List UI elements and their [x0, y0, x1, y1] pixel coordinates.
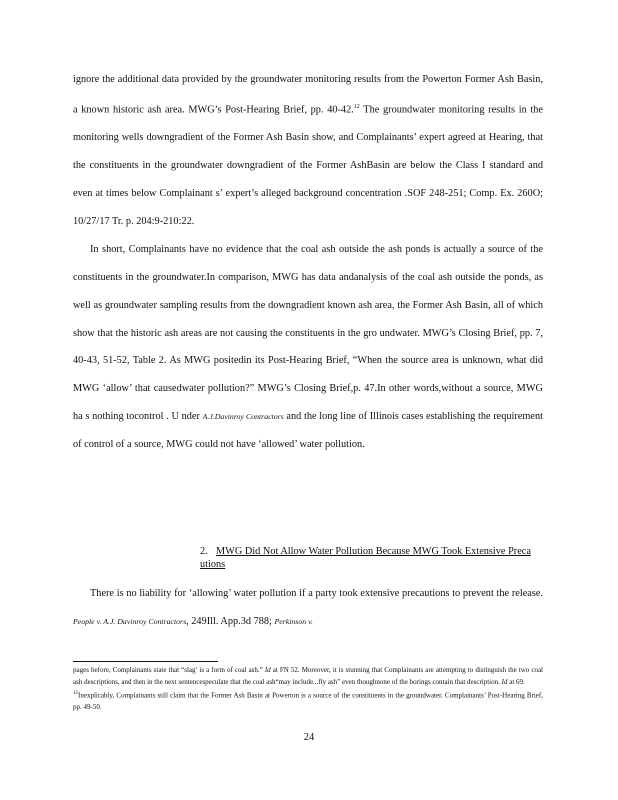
footnote-citation: Id — [264, 666, 271, 674]
paragraph-text: ignore the additional data provided by the groundwater monitoring results from the Powerton Former Ash Basin, a known historic ash area. MWG’s Post-Hearing Brief, pp. 40-42. — [73, 74, 543, 116]
body-text-2 — [73, 580, 543, 636]
footnote-marker: 12 — [353, 103, 360, 110]
section-heading — [200, 545, 543, 571]
footnote-text: pages before, Complainants state that “slag’ is a form of coal ash.” — [73, 666, 265, 674]
footnote-citation: Id — [501, 677, 508, 686]
paragraph-text: In short, Complainants have no evidence that the coal ash outside the ash ponds is actually a source of the constituents in the groundwater.In comparison, MWG has data andanalysis of the coal ash outside the ponds, as well as groundwater sampling results from the downgradient known ash area, the Former Ash Basin, all of which show that the historic ash areas are not causing the constituents in the gro undwater. MWG’s Closing Brief, pp. 7, 40-43, 51-52, Table 2. As MWG positedin its Post-Hearing Brief, “When the source area is unknown, what did MWG ‘allow’ that causedwater pollution?” MWG’s Closing Brief,p. 47.In other words,without a source, MWG ha s nothing tocontrol . U nder — [73, 243, 543, 423]
footnote-text: at FN 52. Moreover, it is stunning that Complainants are attempting to distinguish the two coal ash descriptions, and then in the next sentencespeculate that the coal ash“may include...fly ash” even thoughnone of the borings contain that description. — [73, 666, 543, 686]
case-citation: Perkinson v. — [274, 616, 313, 626]
paragraph-in-short — [73, 236, 543, 459]
page-number: 24 — [303, 732, 315, 743]
paragraph-text: There is no liability for ‘allowing’ water pollution if a party took extensive precautions to prevent the release. — [90, 588, 543, 599]
case-citation: A.J.Davinroy Contractors — [202, 412, 284, 422]
footnotes — [73, 665, 543, 713]
paragraph-text: The groundwater monitoring results in the monitoring wells downgradient of the Former Ash Basin show, and Complainants’ expert agreed at Hearing, that the constituents in the groundwater downgradient of the Former AshBasin are below the Class I standard and even at times below Complainant s’ expert’s alleged background concentration .SOF 248-251; Comp. Ex. 260O; 10/27/17 Tr. p. 204:9-210:22. — [73, 104, 543, 227]
footnote-12 — [73, 688, 543, 713]
paragraph-text: , 249Ill. App.3d 788; — [186, 615, 275, 627]
heading-number: 2. — [200, 546, 208, 557]
footnote-divider — [73, 661, 218, 662]
case-citation: People v. A.J. Davinroy Contractors — [73, 616, 187, 626]
paragraph-continued — [73, 66, 543, 236]
body-text — [73, 66, 543, 459]
footnote-text: at 69. — [507, 677, 525, 686]
footnote-number: 12 — [73, 691, 78, 696]
heading-text: MWG Did Not Allow Water Pollution Because MWG Took Extensive Preca utions — [200, 546, 531, 570]
paragraph-text: and the long line of Illinois cases establishing the requirement of control of a source, MWG could not have ‘allowed’ water pollution. — [73, 411, 543, 451]
paragraph-no-liability — [73, 580, 543, 636]
footnote-text: Inexplicably, Complainants still claim that the Former Ash Basin at Powerton is a source of the constituents in the groundwater. Complainants’ Post-Hearing Brief, pp. 49-50. — [73, 691, 543, 711]
footnote-11-continued — [73, 665, 543, 688]
